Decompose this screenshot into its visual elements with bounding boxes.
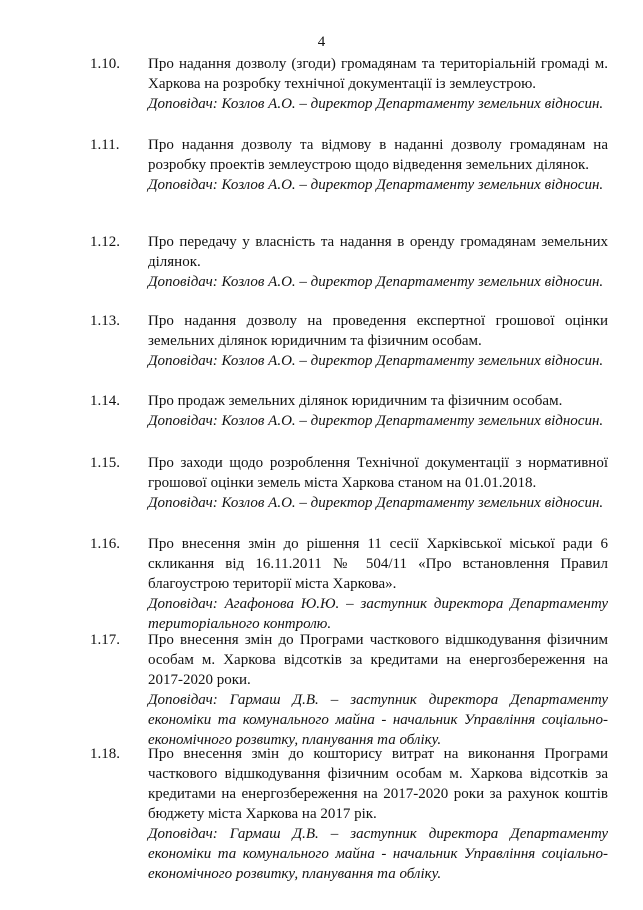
agenda-item-body: [148, 453, 608, 513]
agenda-item-title: Про надання дозволу та відмову в наданні дозволу громадянам на розробку проектів землеустрою щодо відведення земельних ділянок.: [148, 137, 608, 173]
agenda-item-title: Про заходи щодо розроблення Технічної документації з нормативної грошової оцінки земель міста Харкова станом на 01.01.2018.: [148, 455, 608, 491]
agenda-item-speaker: Доповідач: Гармаш Д.В. – заступник директора Департаменту економіки та комунального майна - начальник Управління соціально-економічного розвитку, планування та обліку.: [148, 826, 608, 882]
agenda-item-number: 1.13.: [90, 313, 120, 329]
agenda-item-body: [148, 232, 608, 292]
agenda-item-body: [148, 391, 608, 431]
agenda-item-speaker: Доповідач: Гармаш Д.В. – заступник директора Департаменту економіки та комунального майна - начальник Управління соціально-економічного розвитку, планування та обліку.: [148, 692, 608, 748]
agenda-item-number: 1.18.: [90, 746, 120, 762]
agenda-item-number: 1.14.: [90, 393, 120, 409]
agenda-item-title: Про внесення змін до рішення 11 сесії Харківської міської ради 6 скликання від 16.11.2011 № 504/11 «Про встановлення Правил благоустрою території міста Харкова».: [148, 536, 608, 592]
agenda-item-speaker: Доповідач: Козлов А.О. – директор Департаменту земельних відносин.: [148, 274, 604, 290]
agenda-item-number: 1.10.: [90, 56, 120, 72]
agenda-item-body: [148, 54, 608, 114]
agenda-item-body: [148, 311, 608, 371]
agenda-item-title: Про надання дозволу на проведення експертної грошової оцінки земельних ділянок юридичним та фізичним особам.: [148, 313, 608, 349]
page-number: 4: [317, 34, 326, 50]
agenda-item-speaker: Доповідач: Козлов А.О. – директор Департаменту земельних відносин.: [148, 495, 604, 511]
agenda-item-number: 1.11.: [90, 137, 120, 153]
agenda-item-speaker: Доповідач: Козлов А.О. – директор Департаменту земельних відносин.: [148, 353, 604, 369]
agenda-item-speaker: Доповідач: Козлов А.О. – директор Департаменту земельних відносин.: [148, 413, 604, 429]
agenda-item-speaker: Доповідач: Агафонова Ю.Ю. – заступник директора Департаменту територіального контролю.: [148, 596, 608, 632]
agenda-item-number: 1.15.: [90, 455, 120, 471]
agenda-item-number: 1.16.: [90, 536, 120, 552]
agenda-item-title: Про передачу у власність та надання в оренду громадянам земельних ділянок.: [148, 234, 608, 270]
agenda-item-body: [148, 135, 608, 195]
agenda-item-body: [148, 630, 608, 750]
agenda-item-number: 1.12.: [90, 234, 120, 250]
agenda-item-title: Про внесення змін до кошторису витрат на виконання Програми часткового відшкодування фізичним особам м. Харкова відсотків за кредитами на енергозбереження на 2017-2020 роки за рахунок коштів бюджету міста Харкова на 2017 рік.: [148, 746, 608, 822]
agenda-item-speaker: Доповідач: Козлов А.О. – директор Департаменту земельних відносин.: [148, 177, 604, 193]
agenda-item-title: Про продаж земельних ділянок юридичним та фізичним особам.: [148, 393, 563, 409]
agenda-item-body: [148, 744, 608, 884]
agenda-item-body: [148, 534, 608, 634]
agenda-item-title: Про внесення змін до Програми часткового відшкодування фізичним особам м. Харкова відсотків за кредитами на енергозбереження на 2017-2020 роки.: [148, 632, 608, 688]
agenda-item-title: Про надання дозволу (згоди) громадянам та територіальній громаді м. Харкова на розробку технічної документації із землеустрою.: [148, 56, 608, 92]
agenda-item-speaker: Доповідач: Козлов А.О. – директор Департаменту земельних відносин.: [148, 96, 604, 112]
agenda-item-number: 1.17.: [90, 632, 120, 648]
